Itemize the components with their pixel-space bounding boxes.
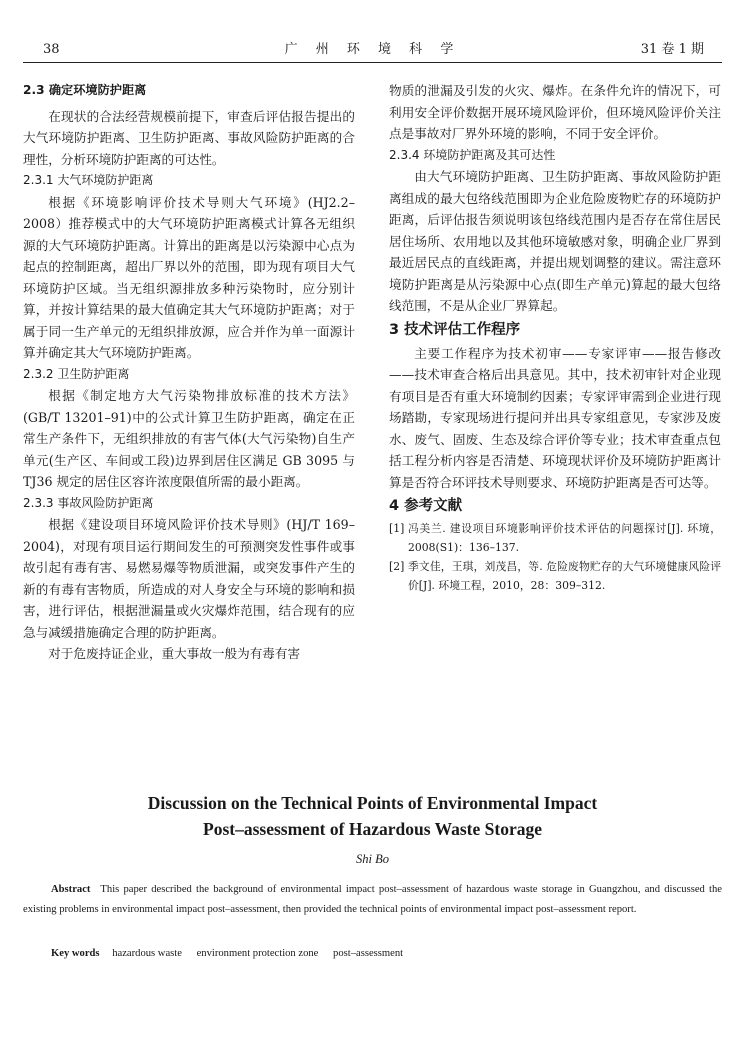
english-author: Shi Bo [356,852,389,866]
section-heading-2-3: 2.3 确定环境防护距离 [23,83,147,97]
running-header [23,38,722,63]
english-title-line: Discussion on the Technical Points of Environmental Impact [147,793,598,813]
paragraph: 主要工作程序为技术初审——专家评审——报告修改——技术审查合格后出具意见。其中，技术初审针对企业现有项目是否有重大环境制约因素；专家评审需到企业进行现场踏勘，专家现场进行提问并出具专家组意见，专家涉及废水、废气、固废、生态及综合评价等专业；技术审查重点包括工程分析内容是否清楚、环境现状评价及环境防护距离计算是否符合环评技术导则要求、环境防护距离是否可达等。 [389,345,721,490]
english-keywords [23,944,722,964]
section-heading-4: 4 参考文献 [389,498,463,514]
keywords-label: Key words [51,948,100,959]
english-abstract [23,880,722,920]
subsection-heading-2-3-3: 2.3.3 事故风险防护距离 [23,495,154,510]
reference-text: 冯美兰. 建设项目环境影响评价技术评估的问题探讨[J]. 环境，2008(S1)：136–137. [408,522,721,554]
paragraph: 根据《建设项目环境风险评价技术导则》(HJ/T 169–2004)，对现有项目运行期间发生的可预测突发性事件或事故引起有毒有害、易燃易爆等物质泄漏，或突发事件产生的新的有毒有害物质，所造成的对人身安全与环境的影响和损害，进行评估，根据泄漏量或火灾爆炸范围，结合现有的应急与减缓措施确定合理的防护距离。 [23,517,355,640]
reference-number: [2] [389,560,405,573]
reference-item [389,557,721,595]
reference-list [389,519,721,595]
paragraph: 对于危废持证企业，重大事故一般为有毒有害 [48,646,301,661]
section-heading-3: 3 技术评估工作程序 [389,321,521,338]
volume-issue: 31 卷 1 期 [640,42,704,57]
reference-number: [1] [389,522,405,535]
reference-text: 季文佳，王琪，刘茂昌，等. 危险废物贮存的大气环境健康风险评价[J]. 环境工程，2010，28：309–312. [408,560,721,592]
abstract-text: This paper described the background of environmental impact post–assessment of hazardous waste storage in Guangzhou, and discussed the existing problems in environmental impact post–assessment, then provided the technical points of environmental impact post–assessment report. [23,884,722,915]
paragraph: 在现状的合法经营规模前提下，审查后评估报告提出的大气环境防护距离、卫生防护距离、事故风险防护距离的合理性，分析环境防护距离的可达性。 [23,108,355,167]
reference-item [389,519,721,557]
keyword: hazardous waste [112,948,182,959]
page-number: 38 [43,42,60,57]
paragraph: 根据《环境影响评价技术导则大气环境》(HJ2.2–2008）推荐模式中的大气环境防护距离模式计算各无组织源的大气环境防护距离。计算出的距离是以污染源中心点为起点的控制距离，超出厂界以外的范围，即为现有项目大气环境防护区域。当无组织源排放多种污染物时，应分别计算，并按计算结果的最大值确定其大气环境防护距离；对于属于同一生产单元的无组织排放源，应合并作为单一面源计算并确定其大气环境防护距离。 [23,194,355,360]
right-column [389,80,721,595]
paragraph: 由大气环境防护距离、卫生防护距离、事故风险防护距离组成的最大包络线范围即为企业危险废物贮存的环境防护距离，后评估报告须说明该包络线范围内是否存在常住居民居住场所、农用地以及其他环境敏感对象，明确企业厂界到最近居民点的直线距离，并提出规划调整的建议。需注意环境防护距离是从污染源中心点(即生产单元)算起的最大包络线范围，不是从企业厂界算起。 [389,169,721,313]
abstract-label: Abstract [51,884,91,895]
paragraph: 根据《制定地方大气污染物排放标准的技术方法》(GB/T 13201–91)中的公式计算卫生防护距离，确定在正常生产条件下，无组织排放的有害气体(大气污染物)自生产单元(生产区、车间或工段)边界到居住区满足 GB 3095 与 TJ36 规定的居住区容许浓度限值所需的最小距离。 [23,388,355,489]
journal-name: 广 州 环 境 科 学 [284,42,461,57]
keyword: environment protection zone [196,948,319,959]
english-title-line: Post–assessment of Hazardous Waste Storage [203,819,542,839]
left-column [23,80,355,665]
subsection-heading-2-3-4: 2.3.4 环境防护距离及其可达性 [389,147,556,162]
paragraph-continued: 物质的泄漏及引发的火灾、爆炸。在条件允许的情况下，可利用安全评价数据开展环境风险评价，但环境风险评价关注点是事故对厂界外环境的影响，不同于安全评价。 [389,83,721,141]
subsection-heading-2-3-2: 2.3.2 卫生防护距离 [23,366,130,381]
keyword: post–assessment [333,948,404,959]
english-title [0,790,745,842]
subsection-heading-2-3-1: 2.3.1 大气环境防护距离 [23,173,154,187]
